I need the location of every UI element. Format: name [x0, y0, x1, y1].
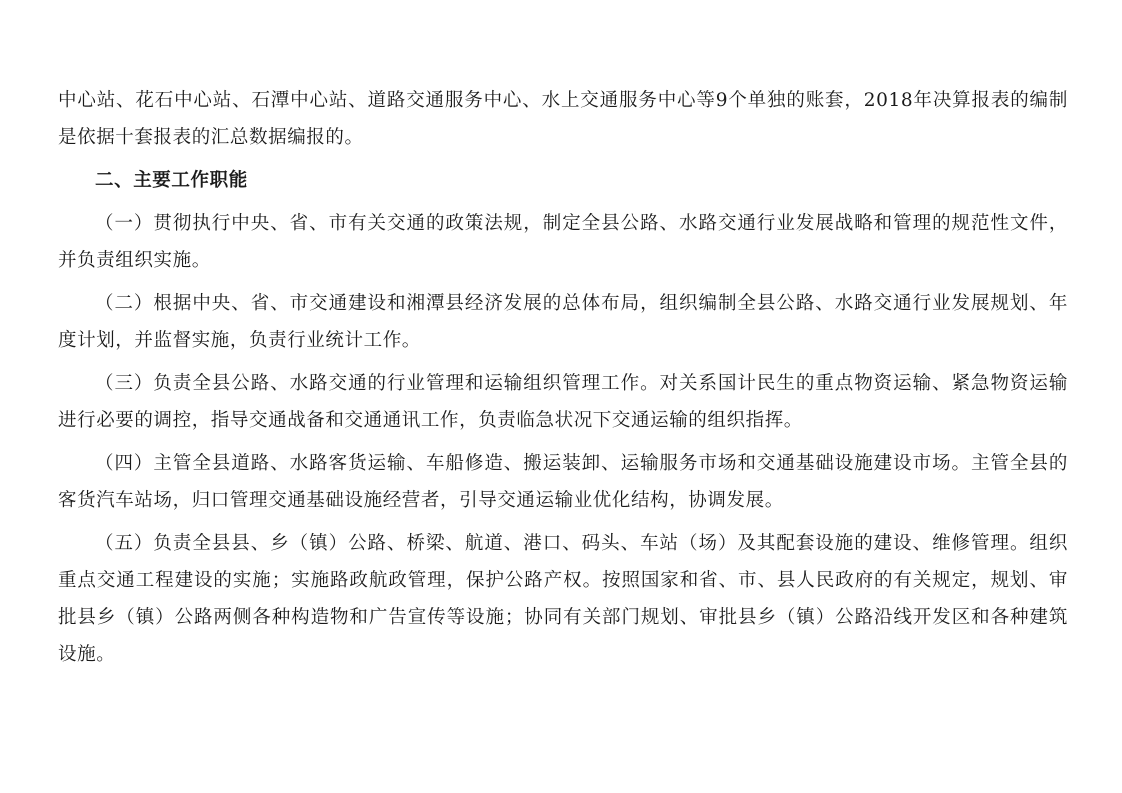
duty-item-2: （二）根据中央、省、市交通建设和湘潭县经济发展的总体布局，组织编制全县公路、水路交通行业发展规划、年度计划，并监督实施，负责行业统计工作。: [58, 293, 1068, 351]
section-heading: 二、主要工作职能: [95, 170, 248, 191]
duty-item-4: （四）主管全县道路、水路客货运输、车船修造、搬运装卸、运输服务市场和交通基础设施建设市场。主管全县的客货汽车站场，归口管理交通基础设施经营者，引导交通运输业优化结构，协调发展。: [58, 453, 1068, 511]
document-body: [58, 82, 1068, 679]
duty-item-5: （五）负责全县县、乡（镇）公路、桥梁、航道、港口、码头、车站（场）及其配套设施的建设、维修管理。组织重点交通工程建设的实施；实施路政航政管理，保护公路产权。按照国家和省、市、县人民政府的有关规定，规划、审批县乡（镇）公路两侧各种构造物和广告宣传等设施；协同有关部门规划、审批县乡（镇）公路沿线开发区和各种建筑设施。: [58, 533, 1068, 665]
continued-paragraph: 中心站、花石中心站、石潭中心站、道路交通服务中心、水上交通服务中心等9个单独的账套，2018年决算报表的编制是依据十套报表的汇总数据编报的。: [58, 90, 1068, 148]
duty-item-1: （一）贯彻执行中央、省、市有关交通的政策法规，制定全县公路、水路交通行业发展战略和管理的规范性文件，并负责组织实施。: [58, 213, 1068, 271]
duty-item-3: （三）负责全县公路、水路交通的行业管理和运输组织管理工作。对关系国计民生的重点物资运输、紧急物资运输进行必要的调控，指导交通战备和交通通讯工作，负责临急状况下交通运输的组织指挥。: [58, 373, 1068, 431]
